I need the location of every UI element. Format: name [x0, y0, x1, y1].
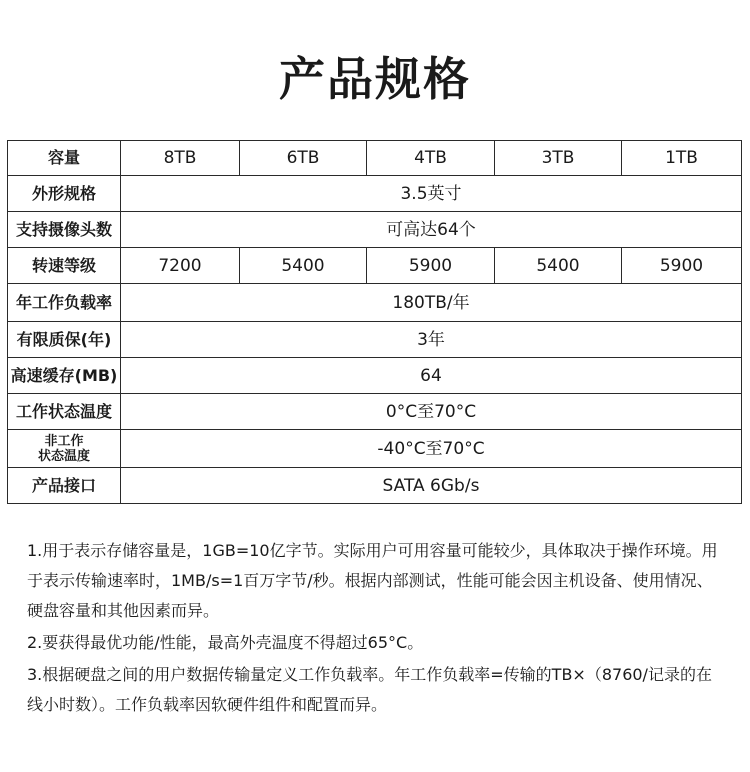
nonop-temp-label-line1: 非工作 [44, 433, 84, 449]
cameras-label: 支持摄像头数 [8, 212, 121, 248]
warranty-label: 有限质保(年) [8, 322, 121, 358]
capacity-value: 6TB [240, 141, 367, 176]
rpm-value: 7200 [121, 248, 240, 284]
table-row-capacity [8, 141, 742, 176]
interface-value: SATA 6Gb/s [121, 468, 742, 504]
warranty-value: 3年 [121, 322, 742, 358]
table-row-op-temp [8, 394, 742, 430]
page-title: 产品规格 [279, 52, 471, 106]
nonop-temp-label [8, 430, 121, 468]
form-factor-label: 外形规格 [8, 176, 121, 212]
cache-value: 64 [121, 358, 742, 394]
footnotes [27, 536, 727, 722]
table-row-nonop-temp [8, 430, 742, 468]
footnote: 2.要获得最优功能/性能，最高外壳温度不得超过65°C。 [27, 633, 424, 652]
capacity-value: 8TB [121, 141, 240, 176]
rpm-value: 5900 [622, 248, 742, 284]
spec-table [7, 140, 742, 504]
capacity-label: 容量 [8, 141, 121, 176]
footnote: 1.用于表示存储容量是，1GB=10亿字节。实际用户可用容量可能较少，具体取决于操作环境。用于表示传输速率时，1MB/s=1百万字节/秒。根据内部测试，性能可能会因主机设备、使用情况、硬盘容量和其他因素而异。 [27, 541, 718, 620]
op-temp-label: 工作状态温度 [8, 394, 121, 430]
table-row-rpm [8, 248, 742, 284]
capacity-value: 1TB [622, 141, 742, 176]
capacity-value: 3TB [495, 141, 622, 176]
nonop-temp-value: -40°C至70°C [121, 430, 742, 468]
footnote: 3.根据硬盘之间的用户数据传输量定义工作负载率。年工作负载率=传输的TB×（8760/记录的在线小时数）。工作负载率因软硬件组件和配置而异。 [27, 665, 712, 714]
table-row-form-factor [8, 176, 742, 212]
workload-label: 年工作负载率 [8, 284, 121, 322]
cache-label: 高速缓存(MB) [8, 358, 121, 394]
interface-label: 产品接口 [8, 468, 121, 504]
cameras-value: 可高达64个 [121, 212, 742, 248]
table-row-warranty [8, 322, 742, 358]
table-row-cameras [8, 212, 742, 248]
rpm-label: 转速等级 [8, 248, 121, 284]
form-factor-value: 3.5英寸 [121, 176, 742, 212]
table-row-workload [8, 284, 742, 322]
rpm-value: 5400 [495, 248, 622, 284]
table-row-cache [8, 358, 742, 394]
workload-value: 180TB/年 [121, 284, 742, 322]
op-temp-value: 0°C至70°C [121, 394, 742, 430]
rpm-value: 5900 [367, 248, 495, 284]
capacity-value: 4TB [367, 141, 495, 176]
nonop-temp-label-line2: 状态温度 [37, 448, 90, 464]
table-row-interface [8, 468, 742, 504]
rpm-value: 5400 [240, 248, 367, 284]
